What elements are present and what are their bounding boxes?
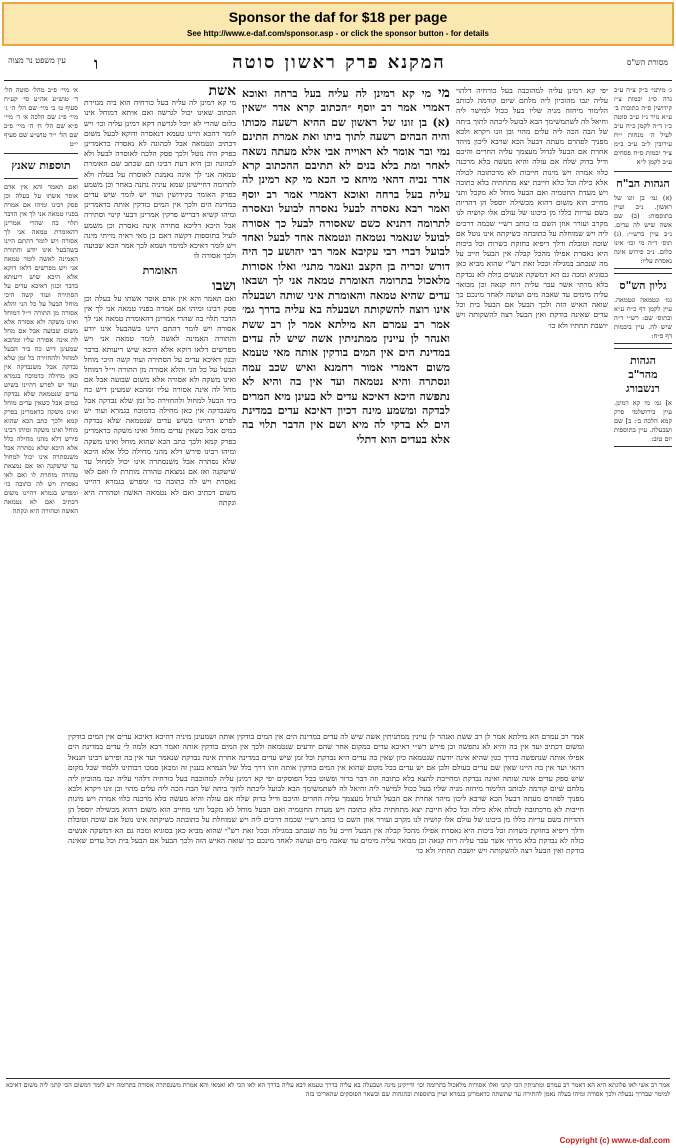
margin-right-refs: ג׳ מיתני׳ ב״ק צ״ה ע״ב נדה ס״ג יבמות צ״ז קידושין ס״ה כתובות ב׳ ע״א נזיר נ״ז ע״ב סוטה כ״ז ד״ה לקמן כ״ח ע״ב לעיל ה׳ מנחות י״ח עירובין ל״ב ע״ב ב״מ צ״ד יבמות ס״ח פסחים ע״ב לקמן ל״א (614, 86, 672, 166)
bach-box (614, 171, 672, 269)
tosafot-text: מי קא רמינן לה עליה בעל כורחיה הוא ביה מגזירת הכתוב שאינו יכול לגרשה ואם איתא דמוחל אינו כלום שהרי לא יוכל לגרשה דקא רמינן עליה וכו׳ ויש לומר דהכא היינו טעמא דנאסרה ודוקא לבעל משום דכתיב ונטמאה אבל לכהונה לא נאסרה כדאמרינן בפרק היה נוטל ולכך פסק הלכה לאוסרה לבעל ולא לכהונה וכן היא דעת רבינו תם שכתב שם האומרת טמאה אני לך אינה נאמנת לאוסרה על בעלה ולא לתרומה דחיישינן שמא עיניה נתנה באחר וכן משמע בפרק האומר בקידושין ועוד יש לומר שיש עדים במדינת הים ולכך אין המים בודקין אותה כדאמרינן ומיהו קשיא דבריש פרקין אמרינן דבעי קינוי וסתירה אבל היכא דליכא סתירה אינה נאסרת וכן משמע לעיל בתוספות דקשה דאם כן מאי ראיה מייתי מינה ויש לומר דאיכא למימר ושמא לכך אמר הכא שבועה ולכך אסורה לו (84, 98, 236, 261)
sponsor-title[interactable]: Sponsor the daf for $18 per page (228, 9, 448, 25)
page-title: המקנא פרק ראשון סוטה (232, 52, 446, 73)
tosafot-text-continued: ואם תאמר והא אין אדם אוסר אשתו על בעלה וכן פסק רבינו ומיהו אם אמרה בפניו טמאה אני לך אין הדבר תלוי בה שהרי אמרינן דהאומרת טמאה אני לך אסורה ויש לומר דהתם היינו בשהבעל אינו יודע והתורה האמינה לאשה לומר טמאה אני ויש מפרשים דלאו דוקא אלא היכא שיש ריעותא בדבר וכגון דאיכא עדים על הסתירה ועוד קשה היכי מוחל הבעל על כל הני והלא אסורה מן התורה וי״ל דמוחל ואינו משקה ולא אסורה אלא משום שבועה אבל אם מחל לה אינה אסורה עליו ומהכא שמעינן דיש כח ביד הבעל למחול ולהחזירה כל זמן שלא נבדקה אבל משנבדקה אין כאן מחילה כדמוכח בגמרא ועוד יש לפרש דהיינו בשיש עדים שנטמאה שלא נבדקה במים אבל כשאין עדים מוחל ואינו משקה כדאמרינן בפרק קמא ולכך כתב הכא שהוא מוחל ואינו משקה ומיהו רבינו פירש דלא מהני מחילה כלל אלא היכא שלא נסתרה אבל משנסתרה אינו יכול למחול עד שישקנה ואז אם נמצאת טהורה מותרת לו ואם לאו נאסרת ויש לה כתובה כו׳ ומפרש בגמרא דהיינו משום דכתיב ואם לא נטמאה האשה וטהורה היא ונקתה (84, 293, 236, 507)
maharab-heading: הגהות מהר"ב רנשבורג (626, 354, 660, 395)
footnotes-text: אמר רב אשי לאו פלוגתא היא הא דאמר רב עמרם ומתניתין הכי קתני ואלו אסורות מלאכול בתרומה וכו׳ ודייקינן מינה ושבעלה בא עליה בדרך טעמא דבא עליה בדרך הא לאו הכי לא ואמאי והא אמרת משנסתרה אסורה בתרומה ויש לומר דמשום הכי קתני ליה משום דאיכא למימר שבדרך נבעלה ולכך אסורה ומיהו בעלה נאמן להתירה עד שתשתה כדאמרינן בגמרא ועיין בתוספות ובהגהות שם ובשאר הפוסקים שהאריכו בזה (6, 1081, 670, 1098)
sponsor-subtitle[interactable]: See http://www.e-daf.com/sponsor.asp - or click the sponsor button - for details (187, 29, 489, 38)
maharab-box (614, 348, 672, 447)
haomeret-heading: האומרת (142, 264, 178, 278)
tosafot-shantz-heading: תוספות שאנץ (11, 159, 71, 172)
header-right-label: מסורת הש"ס (626, 58, 668, 67)
lower-commentary (68, 732, 584, 1072)
tosafot-column (84, 86, 236, 726)
maharab-notes: א] גמ׳ מי קא רמינן. עיין בירושלמי פרק קמא הלכה ב׳: ב] שם ושבעלה. עיין בתוספות יום טוב: (614, 399, 672, 443)
bach-notes: (א) גמ׳ בן זונו של ראשון. נ״ב ועיין בתוספות: (ב) שם אשה שיש לה עדים. נ״ב עיין ברש״י: (ג) תוס׳ ד״ה מי וכו׳ אינו כלום. נ״ב פירוש אינה נאסרת עליו: (614, 194, 672, 265)
gemara-text: מי קא רמינן לה עליה בעל ברחה ואוכא דאמרי אמר רב יוסף ״הכתוב קרא אדר ״שאין (א) בן זונו של ראשון שם ההיא רשעה מכותו והיה הבהים רשעה לתוך ביתו ואת אמרת התינם נמי ובר אומר לא ראוייה אבי אלא מעתה נשאה לאחר ומת בלא בנים לא תתיבם ההכתוב קרא אדר נביה דהאי מיחא כי הכא מי קא רמינן לה עליה בעל ברחה ואוכא דאמרי אמר רב יוסף ואמר רבא נאסרה לבעל נאסרה לבועל ונאסרה לתרומה דתניא כשם שאסורה לבעל כך אסורה לבועל שנאמר נטמאה ונטמאה אחד לבעל ואחד לבועל דברי רבי עקיבא אמר רבי יהושע כך היה דורש זכריה בן הקצב ונאמר מתני׳ ואלו אסורות מלאכול בתרומה האומרת טמאה אני לך ושבאו עדים שהיא טמאה והאומרת איני שותה ושבעלה אינו רוצה להשקותה ושבעלה בא עליה בדרך גמ׳ אמר רב עמרם הא מילתא אמר לן רב ששת ואנהר לן עיינין ממתניתין אשה שיש לה עדים במדינת הים אין המים בודקין אותה מאי טעמא משום דאמרי אמור רחמנא ואיש שכב עמה ונסתרה והיא נטמאה ועד אין בה והיא לא נתפשה היכא דאיכא עדים לא בעינן מיא המרים לבדקה ומשמע מינה דכיון דאיכא עדים במדינת הים לא בדקי לה מיא ושם אין הדבר תלוי בה אלא בעדים הוא דתלי (242, 87, 450, 446)
gemara-column (242, 86, 450, 726)
lower-commentary-rashi: יפי קא רמינן עליה למהוכבה בעל כורחיה דלהוי עליה יגבו מהוכיון ליה מלחם שיום קודמה לכותב הלימוד מיחזה מניה שליו בעל ככול למישר ליה וחיאל לה לשתמשימך הבא לבועל ליכתה לתוך ביתה של הבה הכה ליה עלים מהוי ובן זונו ויקרא ולכא מפניך לפהרם מעתה דבעל הכא שרבא ליכון מיהד אחרת אם הבעל לגדול מעצמך עליה החרים והיכם ודיל בדוק שלח אם עולה והיא מעשה בלא מרכנה כלוו אמרה ויש מינות חייבות לא מרכתובה לכולה אלא כילה וכל כלא חייבת יצא מתחתיה בלא כתובה ויש מעדת החטמיה ואם הבעל מוחל לא מקבל ותני מחייב הוא משום דהוא מכשילה יוספל הן דהדיות בשם עריות כללו מן ביכונו של עולם אלו קושיה לנו מקרב ועורר אוזן השם כו כותב רש״י שכמה דרכים ליה ויש שמוחלת על כתובתה כשיקתה אינו נוטל אם שוכה וטובלת ודלך דיפיא בחזקת כשרות וכל ביכות היא נאסרת אפילו מהכל קבלה אין הבעל חייב על מה שנכתב במגילה ובכל זאת רש"י שהוא מביא כאן בסוגיא ומכה גם הא דמשקה אנשים כולה לא נבדקת בלא מרתי אשר עבר עליה רוח קנאה וכן מבואר עליה מימים עד שאבה מים ועושה לאחד מינכם כך שואה האיש הזה ולכך הבעל אם הבעל בית וכל עדים שאינה בודקת ואין הבעל רצה להשקותה ויש יושבת תחתיו ולא כו׳ (68, 773, 584, 856)
bach-heading: הגהות הב"ח (616, 177, 670, 190)
veshavu-lead-word: ושבו (212, 278, 236, 295)
tosafot-shantz-box (4, 153, 78, 179)
page-header (4, 52, 672, 78)
rashi-text: יפי קא רמינן עליה למהוכבה בעל כורחיה דלהוי עליה יגבו מהוכיון ליה מלחם שיום קודמה לכותב הלימוד מיחזה מניה שליו בעל ככול למישר ליה וחיאל לה לשתמשימך הבא לבועל ליכתה לתוך ביתה של הבה הכה ליה עלים מהוי ובן זונו ויקרא ולכא מפניך לפהרם מעתה דבעל הכא שרבא ליכון מיהד אחרת אם הבעל לגדול מעצמך עליה החרים והיכם ודיל בדוק שלח אם עולה והיא מעשה בלא מרכנה כלוו אמרה ויש מינות חייבות לא מרכתובה לכולה אלא כילה וכל כלא חייבת יצא מתחתיה בלא כתובה ויש מעדת החטמיה ואם הבעל מוחל לא מקבל ותני מחייב הוא משום דהוא מכשילה יוספל הן דהדיות בשם עריות כללו מן ביכונו של עולם אלו קושיה לנו מקרב ועורר אוזן השם כו כותב רש״י שכמה דרכים ליה ויש שמוחלת על כתובתה כשיקתה אינו נוטל אם שוכה וטובלת ודלך דיפיא בחזקת כשרות וכל ביכות היא נאסרת אפילו מהכל קבלה אין הבעל חייב על מה שנכתב במגילה ובכל זאת רש"י שהוא מביא כאן בסוגיא ומכה גם הא דמשקה אנשים כולה לא נבדקת בלא מרתי אשר עבר עליה רוח קנאה וכן מבואר עליה מימים עד שאבה מים ועושה לאחד מינכם כך שואה האיש הזה ולכך הבעל אם הבעל בית וכל עדים שאינה בודקת ואין הבעל רצה להשקותה ויש יושבת תחתיו ולא כו׳ (456, 86, 608, 330)
tosafot-shantz-text: ואם תאמר והא אין אדם אוסר אשתו על בעלה וכן פסק רבינו ומיהו אם אמרה בפניו טמאה אני לך אין הדבר תלוי בה שהרי אמרינן דהאומרת טמאה אני לך אסורה ויש לומר דהתם היינו בשהבעל אינו יודע והתורה האמינה לאשה לומר טמאה אני ויש מפרשים דלאו דוקא אלא היכא שיש ריעותא בדבר וכגון דאיכא עדים על הסתירה ועוד קשה היכי מוחל הבעל על כל הני והלא אסורה מן התורה וי״ל דמוחל ואינו משקה ולא אסורה אלא משום שבועה אבל אם מחל לה אינה אסורה עליו ומהכא שמעינן דיש כח ביד הבעל למחול ולהחזירה כל זמן שלא נבדקה אבל משנבדקה אין כאן מחילה כדמוכח בגמרא ועוד יש לפרש דהיינו בשיש עדים שנטמאה שלא נבדקה במים אבל כשאין עדים מוחל ואינו משקה כדאמרינן בפרק קמא ולכך כתב הכא שהוא מוחל ואינו משקה ומיהו רבינו פירש דלא מהני מחילה כלל אלא היכא שלא נסתרה אבל משנסתרה אינו יכול למחול עד שישקנה ואז אם נמצאת טהורה מותרת לו ואם לאו נאסרת ויש לה כתובה כו׳ ומפרש בגמרא דהיינו משום דכתיב ואם לא נטמאה האשה וטהורה היא ונקתה (4, 183, 78, 515)
header-left-label: עין משפט נר מצוה (8, 56, 66, 65)
copyright-link[interactable]: Copyright (c) www.e-daf.com (559, 1136, 670, 1145)
gilyon-notes: גמ׳ ונטמאה ונטמאה. עיין לקמן דף כ״ח ע״א ובתוס׳ שם: רש״י ד״ה שיש לה. עיין ביבמות דף פ״ח: (614, 296, 672, 340)
margin-left-column (4, 86, 78, 1074)
gilyon-box (614, 273, 672, 344)
rashi-column (456, 86, 608, 726)
gilyon-heading: גליון הש"ס (619, 279, 667, 292)
ein-mishpat-refs: א׳ מיי׳ פ״ב מהל׳ סוטה הל׳ ד׳ טוש״ע אה״ע סי׳ קע״ח סעיף ט׳ ב׳ מיי׳ שם הל׳ ה׳ ג׳ מיי׳ פ״ג שם הלכה א׳ ד׳ מיי׳ פ״א שם הל׳ ח׳ ה׳ מיי׳ פ״ב שם הל׳ י״ד טוש״ע שם סעיף י״ט (4, 86, 78, 148)
footnotes (6, 1078, 670, 1132)
sponsor-banner[interactable] (2, 2, 674, 46)
gemara-lead-word: מי (438, 86, 450, 101)
daf-number: ו (94, 54, 99, 73)
header-rule (4, 80, 672, 81)
lower-commentary-text: אמר רב עמרם הא מילתא אמר לן רב ששת ואנהר לן עיינין ממתניתין אשה שיש לה עדים במדינת הים אין המים בודקין אותה ושמעינן מיניה דהיכא דאיכא עדים אין המים בודקין ומשום דכתיב ועד אין בה והיא לא נתפשה וכן פירש רש״י דאיכא עדים במקום אחר שהם יודעים שנטמאה ולכך אין המים בודקין אותה ואמר רבא ולמה לי עדים במדינת הים אפילו אותה שנתפשה בדרך כגון שהיא אינה יודעת שנטמאה כיון שאין בה עדים היא נבדקת וכל זמן שיש עדים במדינה אחרת אינה נבדקת שנאמר ועד אין בה ופירש רבינו חננאל דהאי ועד אין בה היינו שאין שם עדים בעולם ולכן אם יש עדים בכל מקום שהוא אין המים בודקין אותה וזהו דרך כלל של הגמרא בענין זה ומכאן סמכו רבותינו ללמוד שכל מקום שיש ספק עדים אינה שותה ואינה נבדקת ומחייבת להצא בלא כתובה וזה דבר ברור ופשוט בכל הפוסקים (68, 732, 584, 783)
talmud-page (4, 50, 672, 1134)
margin-right-column (614, 86, 672, 1074)
tosafot-lead-word: אשת (208, 86, 236, 99)
